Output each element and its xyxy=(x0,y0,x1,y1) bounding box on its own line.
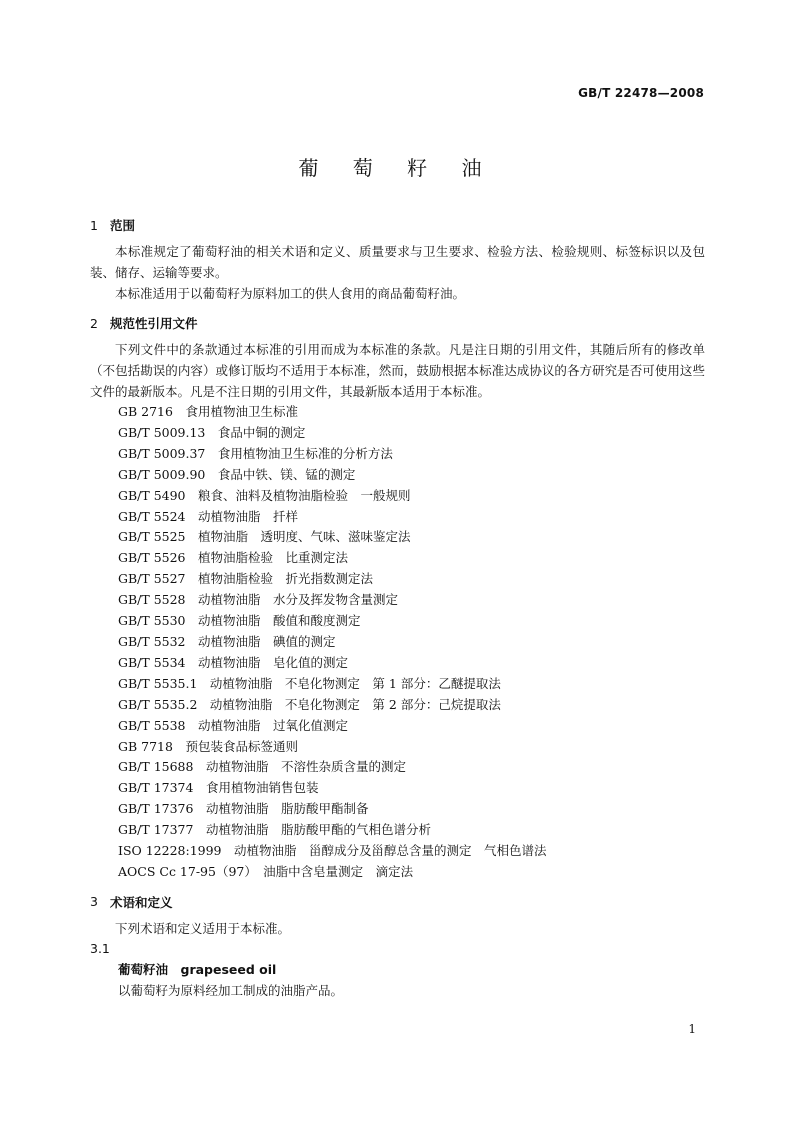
reference-list xyxy=(90,402,705,883)
reference-item: GB/T 5009.90 食品中铁、镁、锰的测定 xyxy=(118,466,356,482)
section-heading-terms-definitions xyxy=(90,892,705,912)
section-title: 范围 xyxy=(110,218,136,233)
reference-item: GB/T 5534 动植物油脂 皂化值的测定 xyxy=(118,654,349,670)
reference-item: GB/T 5490 粮食、油料及植物油脂检验 一般规则 xyxy=(118,487,411,503)
section-number: 3 xyxy=(90,894,98,910)
reference-item: AOCS Cc 17-95（97） 油脂中含皂量测定 滴定法 xyxy=(118,863,414,879)
reference-item: GB/T 5530 动植物油脂 酸值和酸度测定 xyxy=(118,613,361,629)
section-number: 2 xyxy=(90,315,98,331)
document-body xyxy=(90,215,705,1001)
scope-paragraph-2: 本标准适用于以葡萄籽为原料加工的供人食用的商品葡萄籽油。 xyxy=(115,286,466,301)
reference-item: ISO 12228:1999 动植物油脂 甾醇成分及甾醇总含量的测定 气相色谱法 xyxy=(118,843,547,859)
reference-item: GB/T 5538 动植物油脂 过氧化值测定 xyxy=(118,717,349,733)
reference-item: GB/T 5527 植物油脂检验 折光指数测定法 xyxy=(118,571,374,587)
reference-item: GB/T 17377 动植物油脂 脂肪酸甲酯的气相色谱分析 xyxy=(118,822,431,838)
section-heading-scope xyxy=(90,215,705,235)
standard-code: GB/T 22478—2008 xyxy=(578,86,704,100)
reference-item: GB/T 5526 植物油脂检验 比重测定法 xyxy=(118,550,349,566)
reference-item: GB/T 5009.13 食品中铜的测定 xyxy=(118,424,306,440)
references-intro: 下列文件中的条款通过本标准的引用而成为本标准的条款。凡是注日期的引用文件，其随后所有的修改单（不包括勘误的内容）或修订版均不适用于本标准，然而，鼓励根据本标准达成协议的各方研究是否可使用这些文件的最新版本。凡是不注日期的引用文件，其最新版本适用于本标准。 xyxy=(90,342,705,399)
reference-item: GB/T 15688 动植物油脂 不溶性杂质含量的测定 xyxy=(118,759,406,775)
reference-item: GB/T 17374 食用植物油销售包装 xyxy=(118,780,319,796)
reference-item: GB/T 5528 动植物油脂 水分及挥发物含量测定 xyxy=(118,592,399,608)
reference-item: GB/T 17376 动植物油脂 脂肪酸甲酯制备 xyxy=(118,801,369,817)
reference-item: GB/T 5524 动植物油脂 扦样 xyxy=(118,508,299,524)
reference-item: GB/T 5535.1 动植物油脂 不皂化物测定 第 1 部分：乙醚提取法 xyxy=(118,675,501,691)
section-title: 规范性引用文件 xyxy=(110,316,198,331)
reference-item: GB/T 5535.2 动植物油脂 不皂化物测定 第 2 部分：己烷提取法 xyxy=(118,696,501,712)
reference-item: GB 2716 食用植物油卫生标准 xyxy=(118,404,298,419)
section-number: 1 xyxy=(90,217,98,233)
page-number: 1 xyxy=(688,1022,696,1036)
term-definition: 以葡萄籽为原料经加工制成的油脂产品。 xyxy=(118,982,344,998)
reference-item: GB/T 5009.37 食用植物油卫生标准的分析方法 xyxy=(118,445,393,461)
reference-item: GB/T 5525 植物油脂 透明度、气味、滋味鉴定法 xyxy=(118,529,411,545)
term-entry: 葡萄籽油 grapeseed oil xyxy=(118,961,277,977)
reference-item: GB/T 5532 动植物油脂 碘值的测定 xyxy=(118,633,336,649)
terms-intro: 下列术语和定义适用于本标准。 xyxy=(115,920,291,936)
document-title: 葡 萄 籽 油 xyxy=(298,156,496,180)
section-heading-normative-references xyxy=(90,313,705,333)
scope-paragraph-1: 本标准规定了葡萄籽油的相关术语和定义、质量要求与卫生要求、检验方法、检验规则、标签标识以及包装、储存、运输等要求。 xyxy=(90,244,705,280)
reference-item: GB 7718 预包装食品标签通则 xyxy=(118,738,298,754)
section-title: 术语和定义 xyxy=(110,894,173,910)
subclause-number: 3.1 xyxy=(90,940,110,956)
